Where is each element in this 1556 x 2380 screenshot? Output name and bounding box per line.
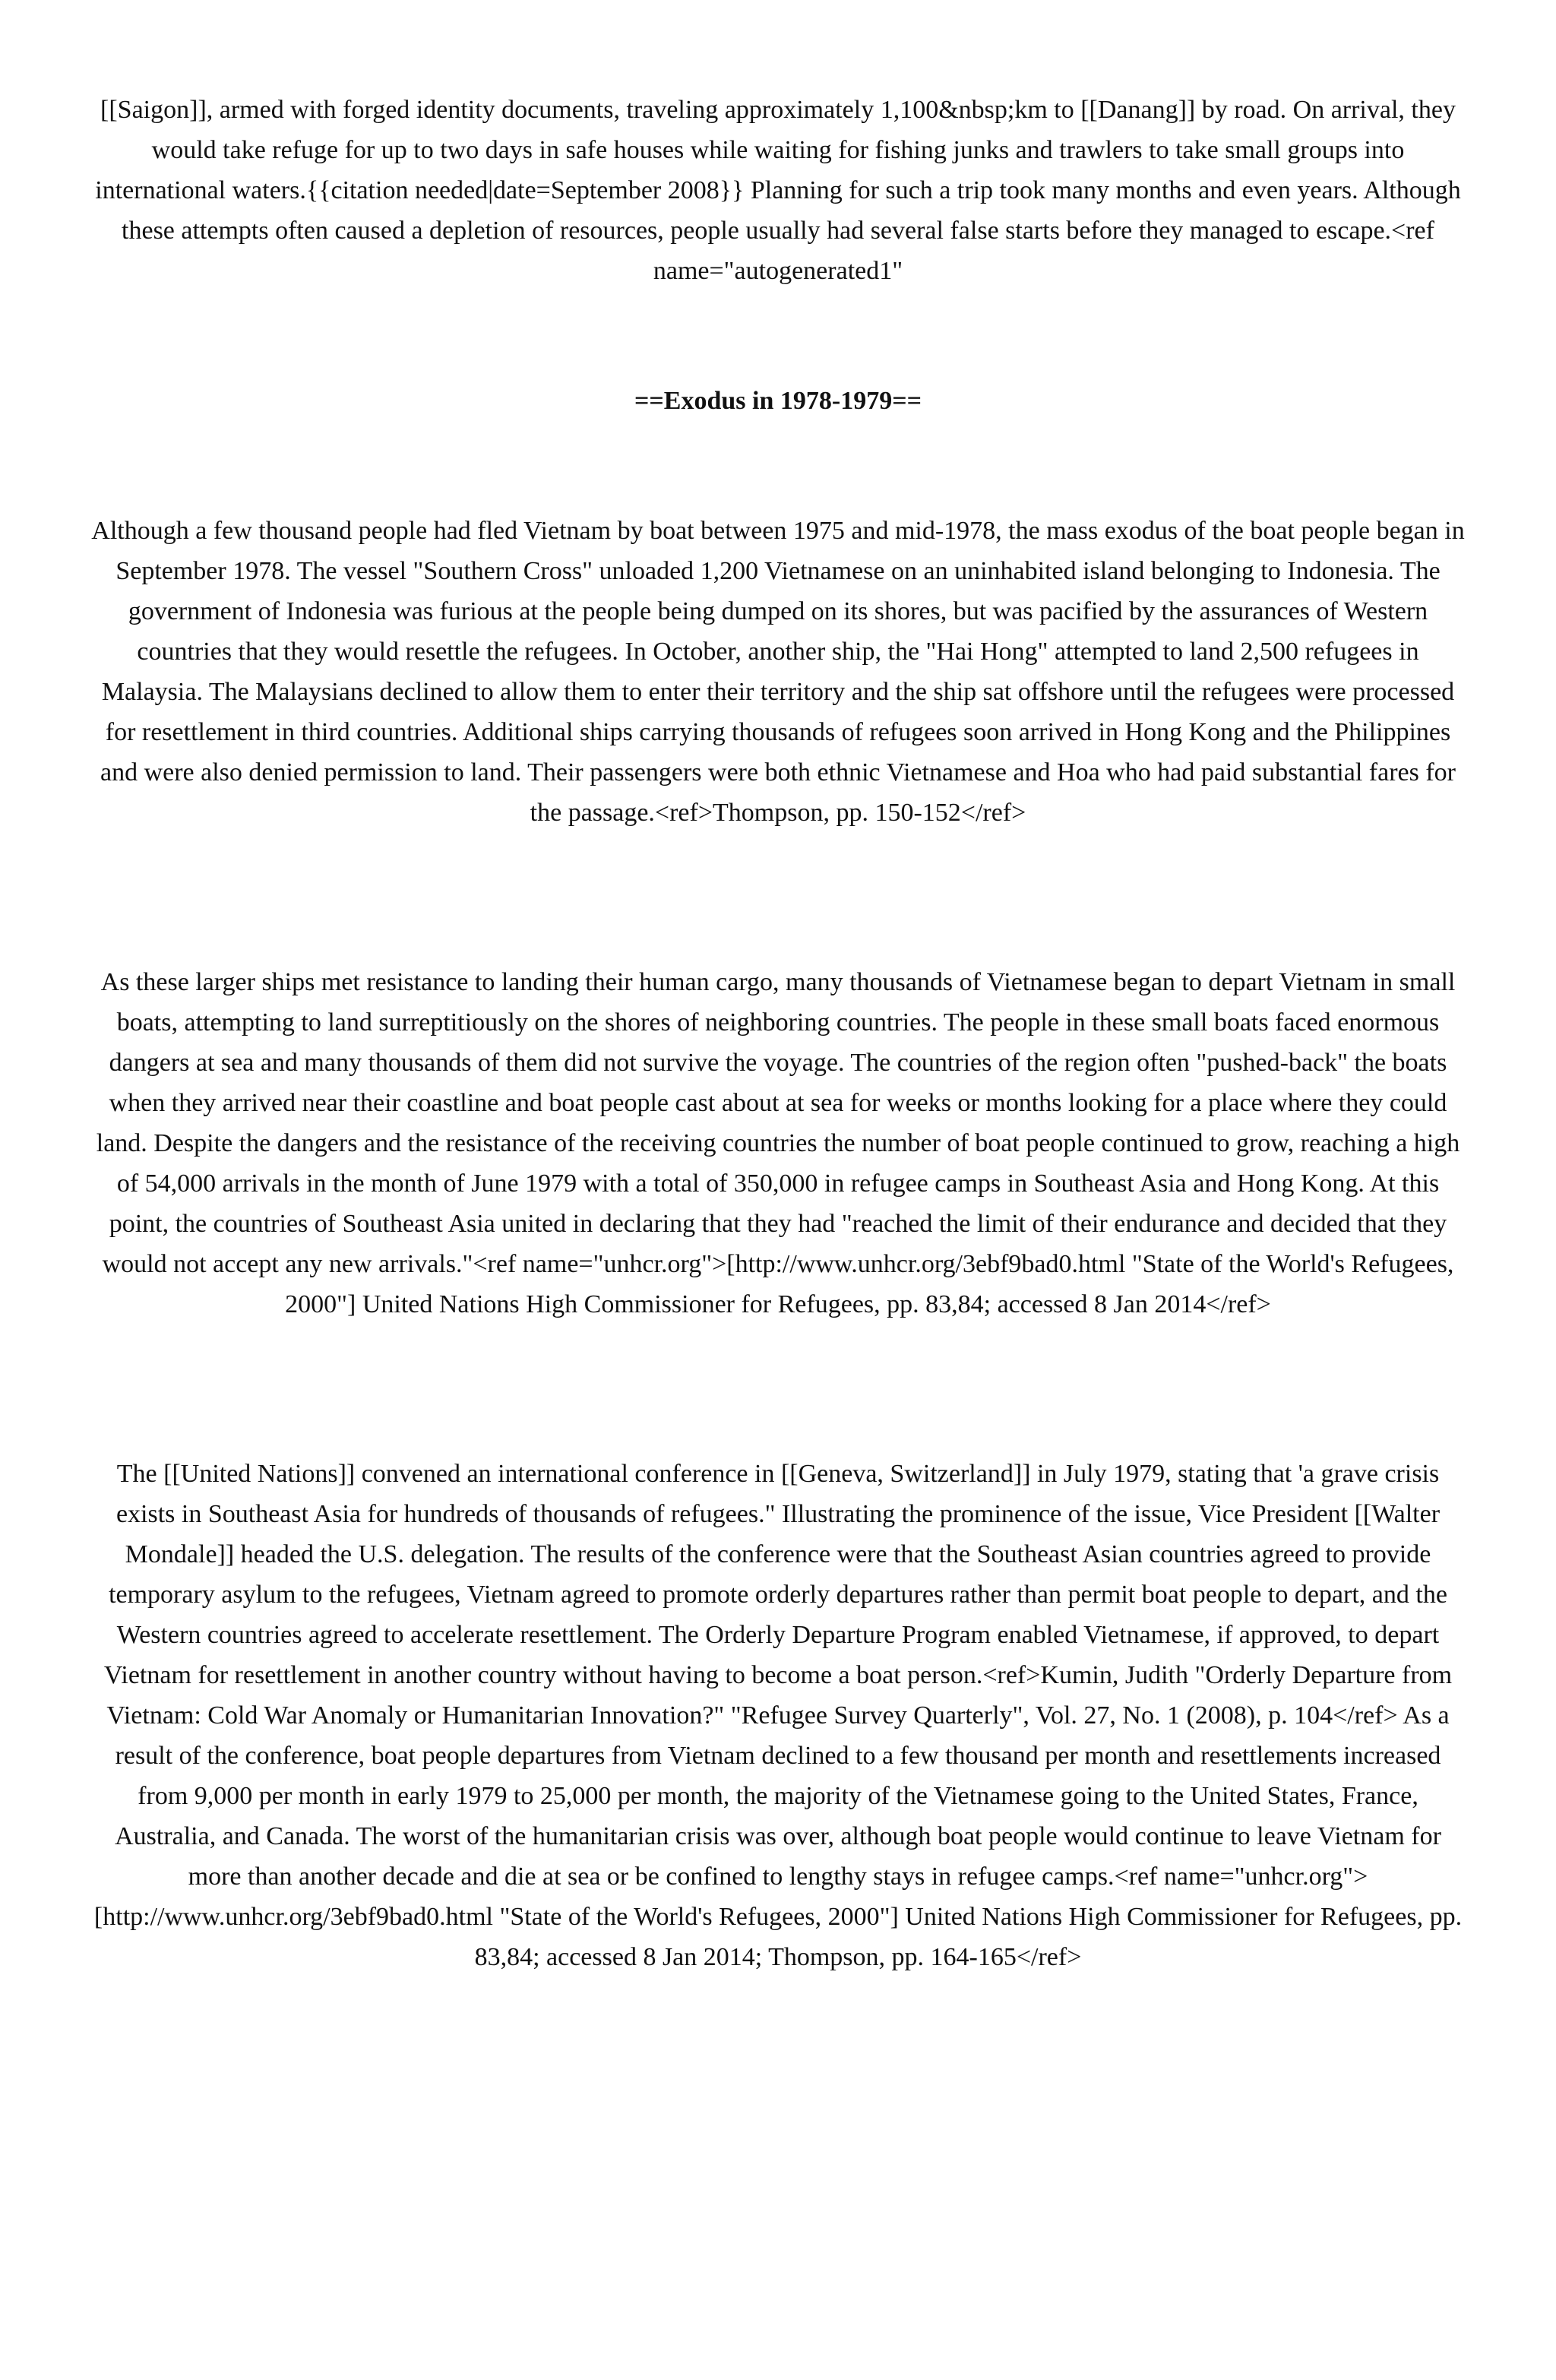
paragraph-mass-exodus: Although a few thousand people had fled Vietnam by boat between 1975 and mid-1978, the mass exodus of the boat people began in September 1978. The vessel "Southern Cross" unloaded 1,200 Vietnamese on an uninhabited island belonging to Indonesia. The government of Indonesia was furious at the people being dumped on its shores, but was pacified by the assurances of Western countries that they would resettle the refugees. In October, another ship, the "Hai Hong" attempted to land 2,500 refugees in Malaysia. The Malaysians declined to allow them to enter their territory and the ship sat offshore until the refugees were processed for resettlement in third countries. Additional ships carrying thousands of refugees soon arrived in Hong Kong and the Philippines and were also denied permission to land. Their passengers were both ethnic Vietnamese and Hoa who had paid substantial fares for the passage.<ref>Thompson, pp. 150-152</ref> (91, 517, 1465, 827)
paragraph-geneva-conference: The [[United Nations]] convened an international conference in [[Geneva, Switzerland]] in July 1979, stating that 'a grave crisis exists in Southeast Asia for hundreds of thousands of refugees." Illustrating the prominence of the issue, Vice President [[Walter Mondale]] headed the U.S. delegation. The results of the conference were that the Southeast Asian countries agreed to provide temporary asylum to the refugees, Vietnam agreed to promote orderly departures rather than permit boat people to depart, and the Western countries agreed to accelerate resettlement. The Orderly Departure Program enabled Vietnamese, if approved, to depart Vietnam for resettlement in another country without having to become a boat person.<ref>Kumin, Judith "Orderly Departure from Vietnam: Cold War Anomaly or Humanitarian Innovation?" "Refugee Survey Quarterly", Vol. 27, No. 1 (2008), p. 104</ref> As a result of the conference, boat people departures from Vietnam declined to a few thousand per month and resettlements increased from 9,000 per month in early 1979 to 25,000 per month, the majority of the Vietnamese going to the United States, France, Australia, and Canada. The worst of the humanitarian crisis was over, although boat people would continue to leave Vietnam for more than another decade and die at sea or be confined to lengthy stays in refugee camps.<ref name="unhcr.org">[http://www.unhcr.org/3ebf9bad0.html "State of the World's Refugees, 2000"] United Nations High Commissioner for Refugees, pp. 83,84; accessed 8 Jan 2014; Thompson, pp. 164-165</ref> (93, 1460, 1463, 1971)
section-heading-exodus: ==Exodus in 1978-1979== (634, 387, 922, 415)
paragraph-saigon-escape: [[Saigon]], armed with forged identity documents, traveling approximately 1,100&nbsp;km to [[Danang]] by road. On arrival, they would take refuge for up to two days in safe houses while waiting for fishing junks and trawlers to take small groups into international waters.{{citation needed|date=September 2008}} Planning for such a trip took many months and even years. Although these attempts often caused a depletion of resources, people usually had several false starts before they managed to escape.<ref name="autogenerated1" (95, 96, 1461, 285)
paragraph-small-boats: As these larger ships met resistance to landing their human cargo, many thousands of Vietnamese began to depart Vietnam in small boats, attempting to land surreptitiously on the shores of neighboring countries. The people in these small boats faced enormous dangers at sea and many thousands of them did not survive the voyage. The countries of the region often "pushed-back" the boats when they arrived near their coastline and boat people cast about at sea for weeks or months looking for a place where they could land. Despite the dangers and the resistance of the receiving countries the number of boat people continued to grow, reaching a high of 54,000 arrivals in the month of June 1979 with a total of 350,000 in refugee camps in Southeast Asia and Hong Kong. At this point, the countries of Southeast Asia united in declaring that they had "reached the limit of their endurance and decided that they would not accept any new arrivals."<ref name="unhcr.org">[http://www.unhcr.org/3ebf9bad0.html "State of the World's Refugees, 2000"] United Nations High Commissioner for Refugees, pp. 83,84; accessed 8 Jan 2014</ref> (96, 968, 1460, 1318)
document-page (91, 90, 1465, 1977)
